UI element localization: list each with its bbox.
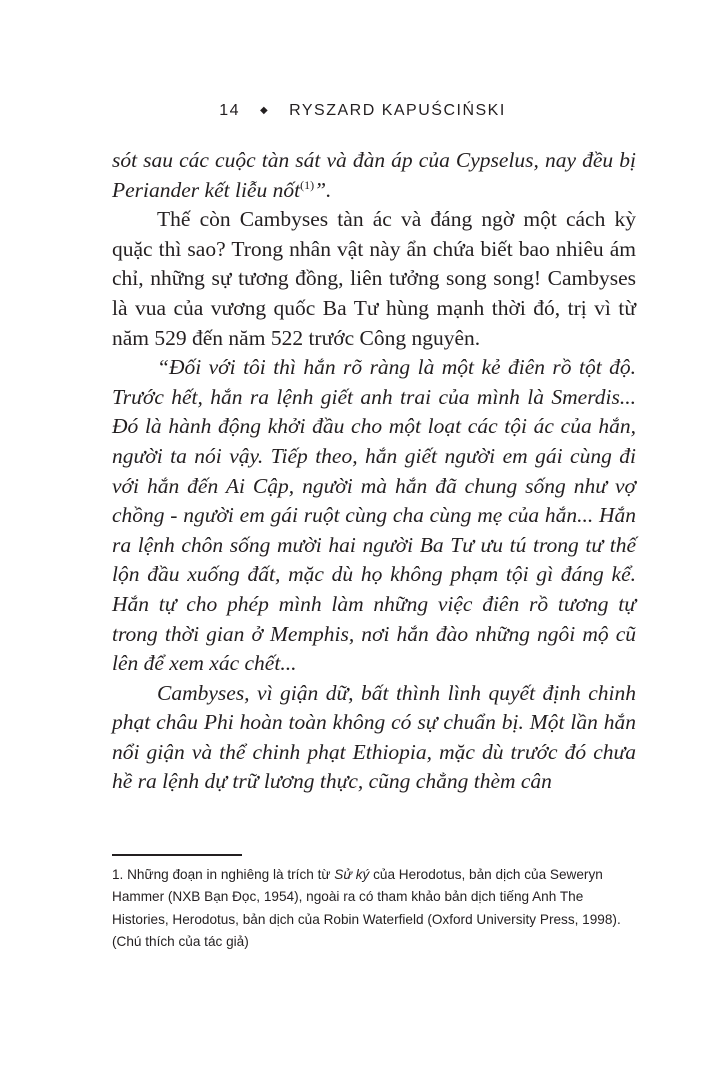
author-name: RYSZARD KAPUŚCIŃSKI: [289, 102, 506, 119]
diamond-separator-icon: ◆: [259, 105, 270, 116]
paragraph-2: Thế còn Cambyses tàn ác và đáng ngờ một cách kỳ quặc thì sao? Trong nhân vật này ẩn chứa biết bao nhiêu ám chỉ, những sự tương đồng, liên tưởng song song! Cambyses là vua của vương quốc Ba Tư hùng mạnh thời đó, trị vì từ năm 529 đến năm 522 trước Công nguyên.: [112, 207, 636, 350]
footnote-text-start: 1. Những đoạn in nghiêng là trích từ: [112, 867, 335, 882]
footnote-text-end: của Herodotus, bản dịch của Seweryn Hammer (NXB Bạn Đọc, 1954), ngoài ra có tham khảo bản dịch tiếng Anh The Histories, Herodotus, bản dịch của Robin Waterfield (Oxford University Press, 1998). (Chú thích của tác giả): [112, 867, 621, 949]
footnote-work-title: Sử ký: [334, 867, 370, 882]
running-header: [0, 100, 725, 122]
body-text: [112, 146, 636, 797]
footnote: [112, 864, 628, 953]
footnote-divider: [112, 854, 242, 856]
page-number: 14: [219, 102, 240, 119]
paragraph-1-text: sót sau các cuộc tàn sát và đàn áp của Cypselus, nay đều bị Periander kết liễu nốt: [112, 148, 636, 202]
paragraph-4: Cambyses, vì giận dữ, bất thình lình quyết định chinh phạt châu Phi hoàn toàn không có sự chuẩn bị. Một lần hắn nổi giận và thể chinh phạt Ethiopia, mặc dù trước đó chưa hề ra lệnh dự trữ lương thực, cũng chẳng thèm cân: [112, 680, 636, 794]
paragraph-3: “Đối với tôi thì hắn rõ ràng là một kẻ điên rồ tột độ. Trước hết, hắn ra lệnh giết anh trai của mình là Smerdis... Đó là hành động khởi đầu cho một loạt các tội ác của hắn, người ta nói vậy. Tiếp theo, hắn giết người em gái cùng đi với hắn đến Ai Cập, người mà hắn đã chung sống như vợ chồng - người em gái ruột cùng cha cùng mẹ của hắn... Hắn ra lệnh chôn sống mười hai người Ba Tư ưu tú trong tư thế lộn đầu xuống đất, mặc dù họ không phạm tội gì đáng kể. Hắn tự cho phép mình làm những việc điên rồ tương tự trong thời gian ở Memphis, nơi hắn đào những ngôi mộ cũ lên để xem xác chết...: [112, 355, 636, 676]
paragraph-1: [112, 146, 636, 205]
footnote-reference: (1): [300, 177, 315, 192]
closing-quote: ”.: [314, 177, 332, 202]
